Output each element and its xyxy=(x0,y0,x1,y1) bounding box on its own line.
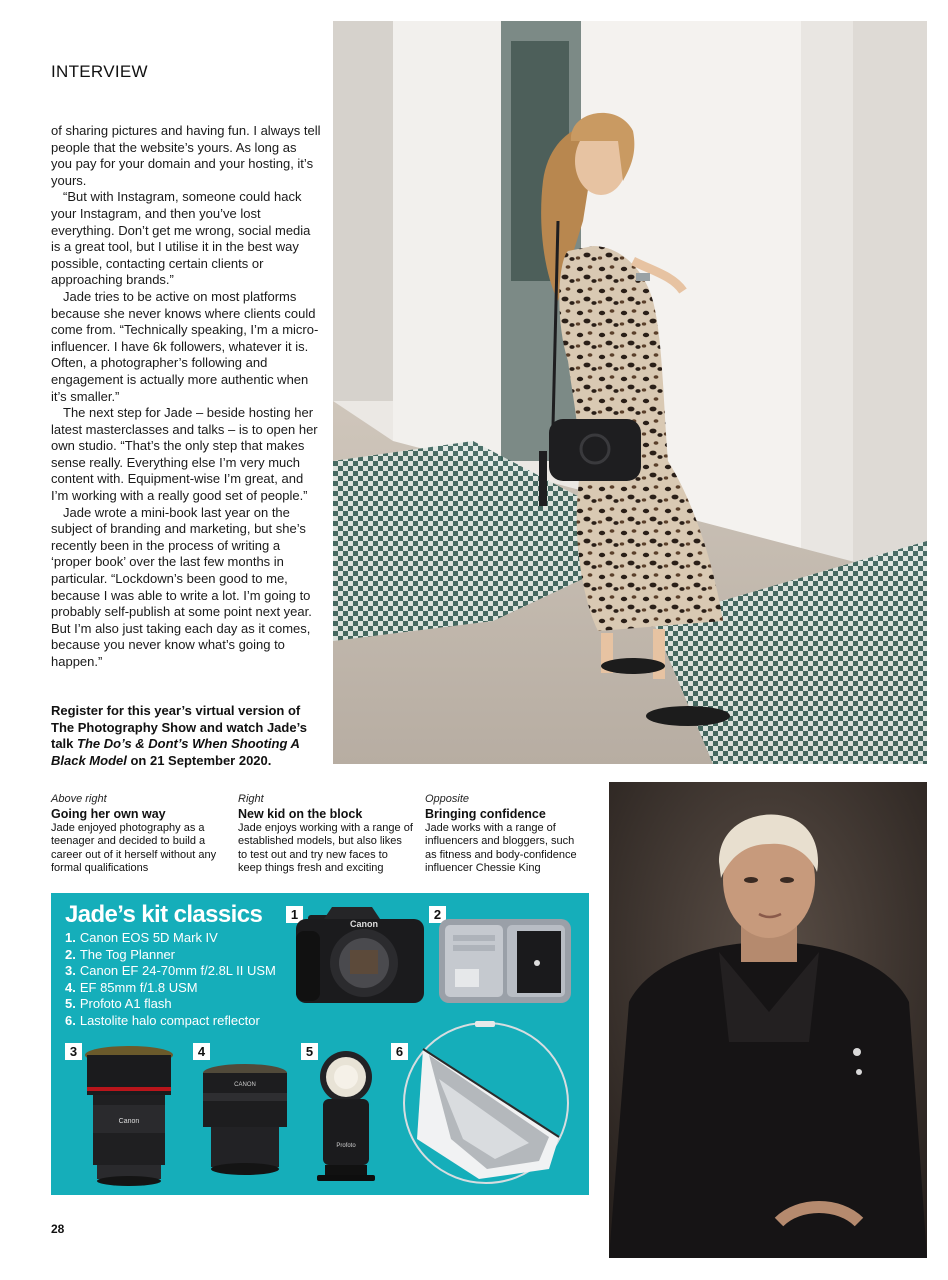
body-paragraph: The next step for Jade – beside hosting her latest masterclasses and talks – is to open her own studio. “That’s the only step that makes sense really. Everything else I’m very much content with. Equipment-wise I’m great, and I’m working with a really good set of people.” xyxy=(51,405,318,504)
photo-man-portrait xyxy=(609,782,927,1258)
lens2-brand: CANON xyxy=(234,1082,256,1088)
photo-woman-leopard-dress xyxy=(333,21,927,764)
body-paragraph: of sharing pictures and having fun. I always tell people that the website’s yours. As long as you pay for your domain and your hosting, it’s yours. xyxy=(51,123,321,188)
prime-lens-icon xyxy=(201,1063,289,1181)
cta-suffix: on 21 September 2020. xyxy=(126,752,272,768)
flash-icon xyxy=(313,1049,379,1185)
caption-heading: Bringing confidence xyxy=(425,806,546,821)
camera-brand: Canon xyxy=(350,919,378,929)
kit-list-item: 6. Lastolite halo compact reflector xyxy=(65,1012,260,1028)
flash-brand: Profoto xyxy=(336,1143,356,1149)
kit-list xyxy=(65,930,276,1030)
kit-classics-box xyxy=(51,893,589,1195)
zoom-lens-icon xyxy=(83,1045,175,1187)
kit-list-item: 4. EF 85mm f/1.8 USM xyxy=(65,979,198,995)
kit-title: Jade’s kit classics xyxy=(65,901,263,928)
caption-text: Jade enjoyed photography as a teenager and decided to build a career out of it herself without any formal qualifications xyxy=(51,821,217,875)
kit-list-item: 5. Profoto A1 flash xyxy=(65,996,172,1012)
planner-icon xyxy=(437,917,573,1005)
cta-prefix: Register for this year’s virtual version of The Photography Show and watch Jade’s talk xyxy=(51,703,307,751)
kit-badge-2: 2 xyxy=(429,906,446,923)
kit-list-item: 1. Canon EOS 5D Mark IV xyxy=(65,930,218,945)
body-paragraph: Jade tries to be active on most platforms because she never knows where clients could come from. “Technically speaking, I’m a micro-influencer. I have 6k followers, whatever it is. Often, a photographer’s following and engagement is actually more authentic when it’s smaller.” xyxy=(51,288,319,404)
caption-right xyxy=(238,793,413,876)
kit-badge-5: 5 xyxy=(301,1043,318,1060)
caption-text: Jade works with a range of influencers and bloggers, such as fitness and body-confidence influencer Chessie King xyxy=(425,821,577,875)
body-paragraph: “But with Instagram, someone could hack your Instagram, and then you’ve lost everything. Don’t get me wrong, social media is a great tool, but I utilise it in the best way possible, contacting certain clients or approaching brands.” xyxy=(51,189,311,288)
caption-position: Opposite xyxy=(425,793,470,805)
body-paragraph: Jade wrote a mini-book last year on the subject of branding and marketing, but she’s recently been in the process of writing a ‘proper book’ over the last few months in particular. “Lockdown’s been good to me, because I was able to write a lot. I’m going to probably self-publish at some point next year. But I’m also just taking each day as it comes, because you never know what’s going to happen.” xyxy=(51,504,312,669)
talk-title: The Do’s & Dont’s When Shooting A Black Model xyxy=(51,736,300,768)
caption-heading: New kid on the block xyxy=(238,806,363,821)
caption-position: Right xyxy=(238,793,264,805)
kit-list-item: 3. Canon EF 24-70mm f/2.8L II USM xyxy=(65,963,276,979)
photo-man-illustration xyxy=(609,782,927,1258)
kit-badge-1: 1 xyxy=(286,906,303,923)
lens-brand: Canon xyxy=(118,1118,140,1125)
kit-badge-6: 6 xyxy=(391,1043,408,1060)
reflector-icon xyxy=(399,1019,573,1189)
kit-list-item: 2. The Tog Planner xyxy=(65,946,176,962)
camera-body-icon xyxy=(294,905,426,1007)
call-to-action xyxy=(51,703,323,769)
kit-badge-4: 4 xyxy=(193,1043,210,1060)
caption-above-right xyxy=(51,793,223,876)
article-body xyxy=(51,123,321,671)
section-label: INTERVIEW xyxy=(51,62,148,81)
photo-woman-illustration xyxy=(333,21,927,764)
kit-badge-3: 3 xyxy=(65,1043,82,1060)
caption-position: Above right xyxy=(51,793,107,805)
caption-text: Jade enjoys working with a range of established models, but also likes to test out and try new faces to keep things fresh and exciting xyxy=(238,821,413,875)
page-number: 28 xyxy=(51,1222,65,1236)
caption-opposite xyxy=(425,793,585,876)
caption-heading: Going her own way xyxy=(51,806,166,821)
